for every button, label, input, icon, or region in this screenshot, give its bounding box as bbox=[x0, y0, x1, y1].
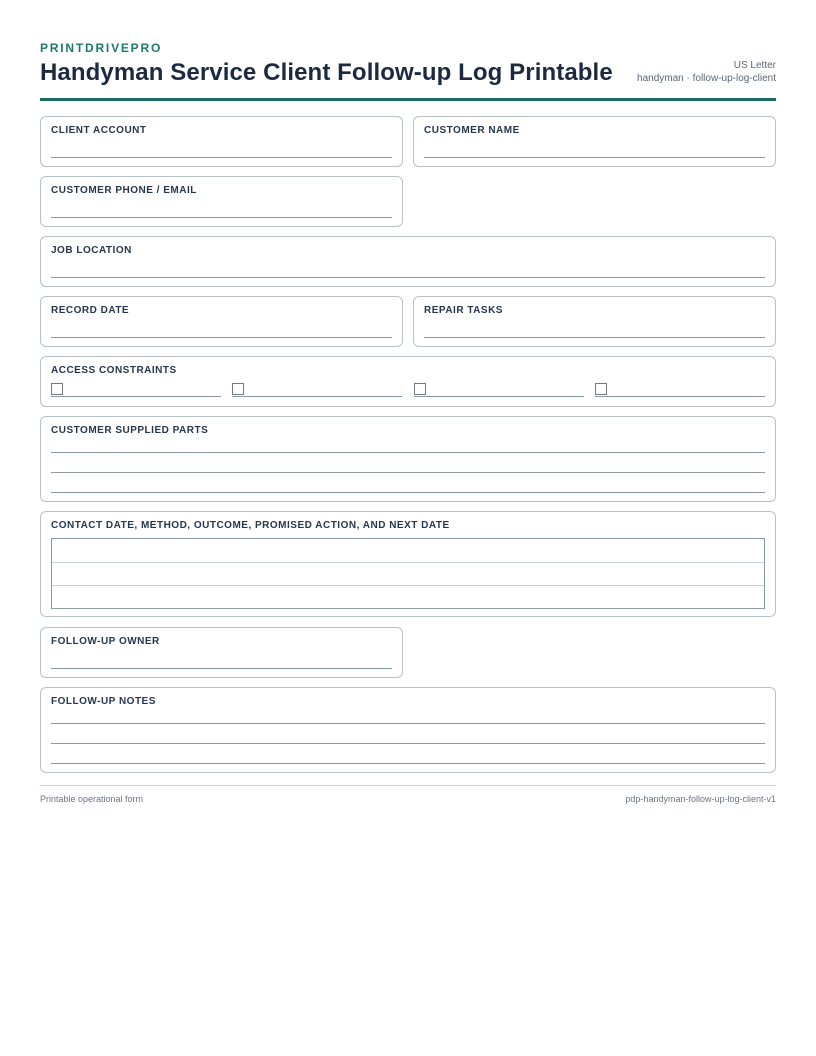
contact-log-label: CONTACT DATE, METHOD, OUTCOME, PROMISED ACTION, AND NEXT DATE bbox=[51, 520, 450, 531]
form-header bbox=[40, 40, 776, 101]
client-account-input-line[interactable] bbox=[51, 157, 392, 158]
client-account-label: CLIENT ACCOUNT bbox=[51, 125, 147, 136]
repair-tasks-input-line[interactable] bbox=[424, 337, 765, 338]
brand-name: PRINTDRIVEPRO bbox=[40, 41, 163, 55]
contact-log-field bbox=[40, 511, 776, 617]
form-page bbox=[40, 40, 776, 804]
customer-name-label: CUSTOMER NAME bbox=[424, 125, 520, 136]
form-meta bbox=[637, 59, 776, 85]
follow-up-notes-label: FOLLOW-UP NOTES bbox=[51, 696, 156, 707]
form-slug: handyman · follow-up-log-client bbox=[637, 73, 776, 84]
footer-description: Printable operational form bbox=[40, 794, 144, 804]
table-row-divider bbox=[52, 562, 764, 563]
customer-supplied-parts-field bbox=[40, 416, 776, 502]
job-location-input-line[interactable] bbox=[51, 277, 765, 278]
record-date-label: RECORD DATE bbox=[51, 305, 130, 316]
customer-phone-email-field bbox=[40, 176, 403, 227]
customer-supplied-parts-label: CUSTOMER SUPPLIED PARTS bbox=[51, 425, 209, 436]
paper-size: US Letter bbox=[733, 60, 776, 71]
job-location-field bbox=[40, 236, 776, 287]
notes-line-1[interactable] bbox=[51, 723, 765, 724]
checkbox-3[interactable] bbox=[414, 383, 426, 395]
access-option-2 bbox=[232, 383, 402, 397]
access-option-3 bbox=[414, 383, 584, 397]
parts-line-1[interactable] bbox=[51, 452, 765, 453]
customer-phone-email-label: CUSTOMER PHONE / EMAIL bbox=[51, 185, 197, 196]
repair-tasks-field bbox=[413, 296, 776, 347]
customer-name-input-line[interactable] bbox=[424, 157, 765, 158]
checkbox-1[interactable] bbox=[51, 383, 63, 395]
parts-line-2[interactable] bbox=[51, 472, 765, 473]
page-title: Handyman Service Client Follow-up Log Printable bbox=[40, 59, 613, 86]
notes-line-3[interactable] bbox=[51, 763, 765, 764]
footer-form-id: pdp-handyman-follow-up-log-client-v1 bbox=[625, 794, 776, 804]
access-constraints-field bbox=[40, 356, 776, 407]
form-footer bbox=[40, 785, 776, 805]
parts-line-3[interactable] bbox=[51, 492, 765, 493]
contact-log-table bbox=[51, 538, 765, 609]
job-location-label: JOB LOCATION bbox=[51, 245, 132, 256]
follow-up-notes-field bbox=[40, 687, 776, 773]
client-account-field bbox=[40, 116, 403, 167]
follow-up-owner-field bbox=[40, 627, 403, 678]
access-option-4 bbox=[595, 383, 765, 397]
repair-tasks-label: REPAIR TASKS bbox=[424, 305, 503, 316]
customer-phone-email-input-line[interactable] bbox=[51, 217, 392, 218]
notes-line-2[interactable] bbox=[51, 743, 765, 744]
record-date-input-line[interactable] bbox=[51, 337, 392, 338]
checkbox-2[interactable] bbox=[232, 383, 244, 395]
table-row-divider bbox=[52, 585, 764, 586]
follow-up-owner-input-line[interactable] bbox=[51, 668, 392, 669]
record-date-field bbox=[40, 296, 403, 347]
customer-name-field bbox=[413, 116, 776, 167]
checkbox-4[interactable] bbox=[595, 383, 607, 395]
access-option-1 bbox=[51, 383, 221, 397]
access-constraints-label: ACCESS CONSTRAINTS bbox=[51, 365, 177, 376]
follow-up-owner-label: FOLLOW-UP OWNER bbox=[51, 636, 160, 647]
